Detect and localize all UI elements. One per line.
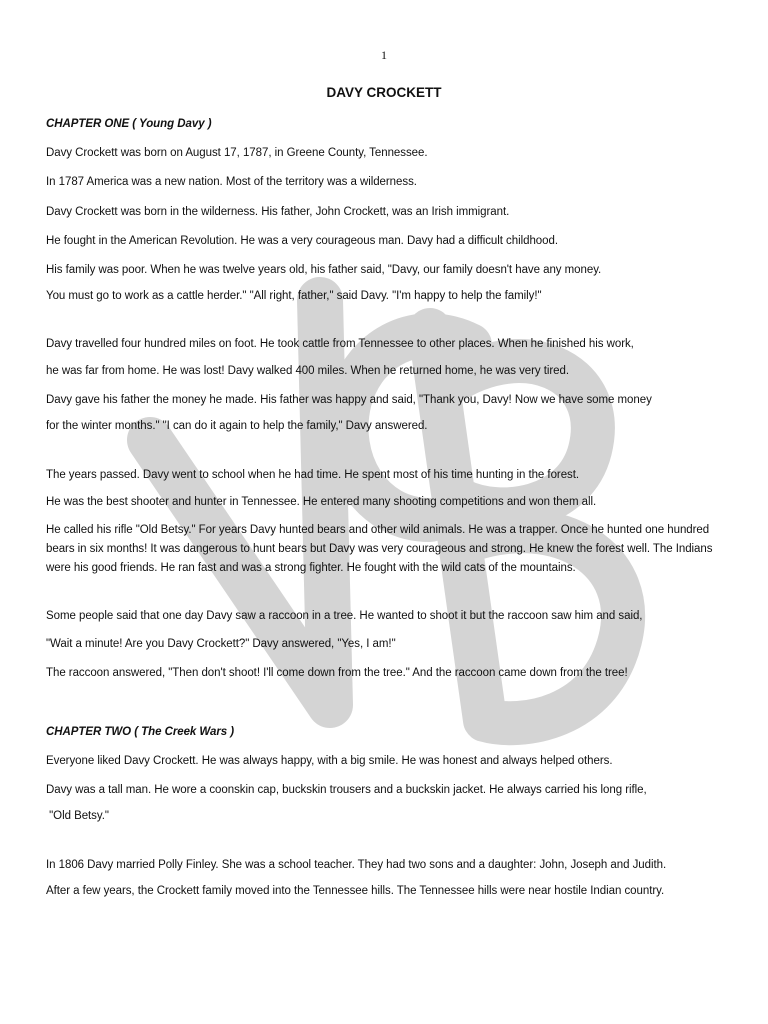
paragraph-line: Some people said that one day Davy saw a raccoon in a tree. He wanted to shoot it but the raccoon saw him and said, <box>46 610 643 622</box>
paragraph-line: The raccoon answered, "Then don't shoot! I'll come down from the tree." And the raccoon came down from the tree! <box>46 667 628 679</box>
paragraph-line: "Wait a minute! Are you Davy Crockett?" Davy answered, "Yes, I am!" <box>46 638 396 650</box>
document-title: DAVY CROCKETT <box>326 85 442 100</box>
page-number: 1 <box>381 48 387 62</box>
chapter-two-heading: CHAPTER TWO ( The Creek Wars ) <box>46 726 235 738</box>
paragraph-line: "Old Betsy." <box>46 810 109 822</box>
paragraph-line: Davy was a tall man. He wore a coonskin cap, buckskin trousers and a buckskin jacket. He always carried his long rifle, <box>46 784 647 796</box>
paragraph-line: In 1806 Davy married Polly Finley. She was a school teacher. They had two sons and a daughter: John, Joseph and Judith. <box>46 859 667 871</box>
paragraph-line: He was the best shooter and hunter in Tennessee. He entered many shooting competitions and won them all. <box>46 496 597 508</box>
paragraph-line: You must go to work as a cattle herder." "All right, father," said Davy. "I'm happy to help the family!" <box>46 290 542 302</box>
paragraph-line: for the winter months." "I can do it again to help the family," Davy answered. <box>46 420 428 432</box>
paragraph-line: Davy Crockett was born on August 17, 1787, in Greene County, Tennessee. <box>46 147 428 159</box>
paragraph-line: He fought in the American Revolution. He was a very courageous man. Davy had a difficult childhood. <box>46 235 558 247</box>
hills-paragraph: After a few years, the Crockett family moved into the Tennessee hills. The Tennessee hills were near hostile Indian country. <box>46 885 665 897</box>
paragraph-line: Davy gave his father the money he made. His father was happy and said, "Thank you, Davy! Now we have some money <box>46 394 652 406</box>
paragraph-line: In 1787 America was a new nation. Most of the territory was a wilderness. <box>46 176 417 188</box>
paragraph-line: Davy Crockett was born in the wilderness. His father, John Crockett, was an Irish immigrant. <box>46 206 510 218</box>
paragraph-line: Everyone liked Davy Crockett. He was always happy, with a big smile. He was honest and always helped others. <box>46 755 613 767</box>
paragraph-line: The years passed. Davy went to school when he had time. He spent most of his time hunting in the forest. <box>46 469 580 481</box>
rifle-paragraph: He called his rifle "Old Betsy." For years Davy hunted bears and other wild animals. He was a trapper. Once he hunted one hundred bears in six months! It was dangerous to hunt bears but Davy was very courageous and strong. He knew the forest well. The Indians were his good friends. He ran fast and was a strong fighter. He fought with the wild cats of the mountains. <box>46 524 713 574</box>
paragraph-line: he was far from home. He was lost! Davy walked 400 miles. When he returned home, he was very tired. <box>46 365 570 377</box>
paragraph-line: His family was poor. When he was twelve years old, his father said, "Davy, our family doesn't have any money. <box>46 264 602 276</box>
chapter-one-heading: CHAPTER ONE ( Young Davy ) <box>46 118 212 130</box>
paragraph-line: Davy travelled four hundred miles on foot. He took cattle from Tennessee to other places. When he finished his work, <box>46 338 634 350</box>
